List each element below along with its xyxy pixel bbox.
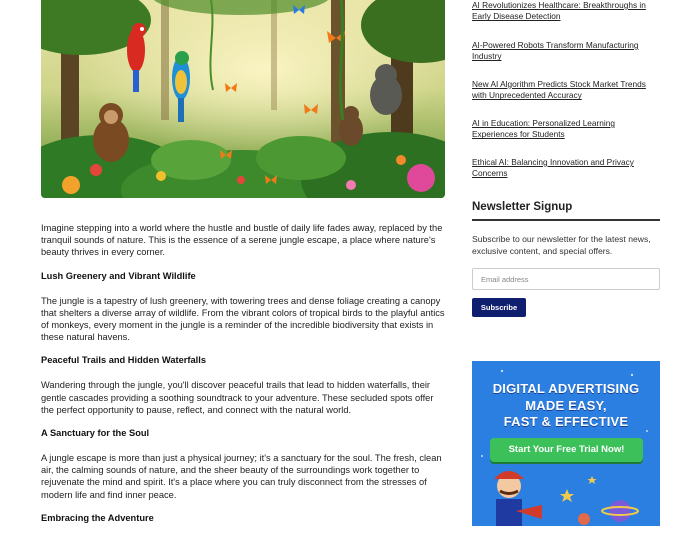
ad-headline: MADE EASY, <box>525 398 607 413</box>
related-link[interactable]: AI Revolutionizes Healthcare: Breakthroughs in Early Disease Detection <box>472 0 646 22</box>
article-body <box>41 222 445 537</box>
hero-jungle-image <box>41 0 445 198</box>
related-link[interactable]: Ethical AI: Balancing Innovation and Privacy Concerns <box>472 157 634 179</box>
ad-banner[interactable] <box>472 361 660 526</box>
ad-cta-button[interactable]: Start Your Free Trial Now! <box>490 438 643 462</box>
newsletter-description: Subscribe to our newsletter for the latest news, exclusive content, and special offers. <box>472 234 651 256</box>
section-heading: A Sanctuary for the Soul <box>41 428 150 439</box>
section-heading: Lush Greenery and Vibrant Wildlife <box>41 270 196 281</box>
section-body: A jungle escape is more than just a physical journey; it's a sanctuary for the soul. The fresh, clean air, the calming sounds of nature, and the sheer beauty of the surroundings work together to rejuvenate the mind and spirit. It's a place where you can truly disconnect from the stresses of modern life and find inner peace. <box>41 453 442 500</box>
related-link[interactable]: AI-Powered Robots Transform Manufacturing Industry <box>472 40 639 62</box>
email-field[interactable] <box>472 268 660 290</box>
subscribe-button[interactable]: Subscribe <box>472 298 526 317</box>
related-link[interactable]: AI in Education: Personalized Learning Experiences for Students <box>472 118 615 140</box>
section-body: Wandering through the jungle, you'll discover peaceful trails that lead to hidden waterfalls, their gentle cascades providing a soothing soundtrack to your adventure. These secluded spots offer the perfect opportunity to pause, reflect, and connect with the natural world. <box>41 380 434 415</box>
newsletter-divider <box>472 219 660 221</box>
ad-headline: FAST & EFFECTIVE <box>503 414 629 429</box>
section-heading: Embracing the Adventure <box>41 512 154 523</box>
related-link[interactable]: New AI Algorithm Predicts Stock Market Trends with Unprecedented Accuracy <box>472 79 646 101</box>
jungle-illustration <box>41 0 445 198</box>
newsletter-title: Newsletter Signup <box>472 201 573 213</box>
article-intro: Imagine stepping into a world where the hustle and bustle of daily life fades away, replaced by the tranquil sounds of nature. This is the essence of a serene jungle escape, a place where nature's beauty thrives in every corner. <box>41 223 443 258</box>
section-body: The jungle is a tapestry of lush greenery, with towering trees and dense foliage creating a canopy that shelters a diverse array of wildlife. From the vibrant colors of tropical birds to the playful antics of monkeys, every moment in the jungle is a reminder of the incredible biodiversity that exists in these natural havens. <box>41 295 445 343</box>
section-heading: Peaceful Trails and Hidden Waterfalls <box>41 355 206 366</box>
ad-headline: DIGITAL ADVERTISING <box>492 381 640 396</box>
